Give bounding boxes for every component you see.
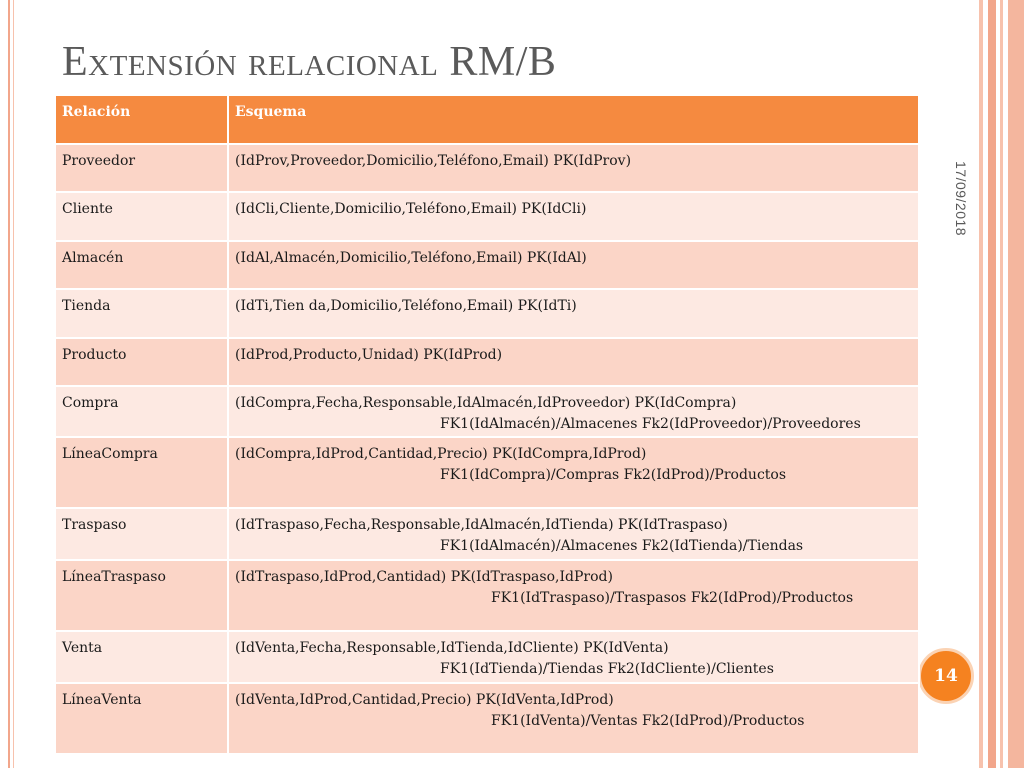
page-number: 14 [934, 666, 958, 686]
right-decor-band [1000, 0, 1003, 768]
relation-cell: LíneaVenta [56, 683, 228, 754]
relation-cell: Almacén [56, 241, 228, 289]
schema-cell [228, 192, 919, 241]
schema-text: (IdProd,Producto,Unidad) PK(IdProd) [235, 347, 503, 363]
right-decor-band [988, 0, 996, 768]
schema-text: (IdTraspaso,IdProd,Cantidad) PK(IdTraspaso,IdProd) [235, 569, 613, 585]
relation-cell: LíneaTraspaso [56, 560, 228, 631]
schema-text: (IdCompra,Fecha,Responsable,IdAlmacén,IdProveedor) PK(IdCompra) [235, 395, 737, 411]
foreign-keys-text: FK1(IdCompra)/Compras Fk2(IdProd)/Productos [440, 467, 787, 483]
schema-text: (IdVenta,IdProd,Cantidad,Precio) PK(IdVenta,IdProd) [235, 692, 614, 708]
table-row [56, 437, 919, 508]
table-row [56, 508, 919, 560]
table-row [56, 289, 919, 338]
slide-date: 17/09/2018 [953, 161, 969, 237]
relation-cell: Tienda [56, 289, 228, 338]
schema-text: (IdProv,Proveedor,Domicilio,Teléfono,Email) PK(IdProv) [235, 153, 632, 169]
schema-text: (IdTi,Tien da,Domicilio,Teléfono,Email) PK(IdTi) [235, 298, 577, 314]
schema-table [56, 96, 920, 755]
schema-cell [228, 338, 919, 386]
column-header-schema: Esquema [228, 96, 919, 144]
schema-cell [228, 289, 919, 338]
relation-cell: Compra [56, 386, 228, 437]
schema-cell [228, 386, 919, 437]
relation-cell: Venta [56, 631, 228, 683]
schema-cell [228, 508, 919, 560]
relation-cell: LíneaCompra [56, 437, 228, 508]
relation-cell: Traspaso [56, 508, 228, 560]
table-row [56, 683, 919, 754]
schema-cell [228, 560, 919, 631]
page-number-badge [918, 648, 974, 704]
table-row [56, 192, 919, 241]
relation-cell: Cliente [56, 192, 228, 241]
foreign-keys-text: FK1(IdAlmacén)/Almacenes Fk2(IdProveedor)/Proveedores [440, 416, 861, 432]
left-accent-line [8, 0, 10, 768]
schema-cell [228, 144, 919, 192]
table-row [56, 631, 919, 683]
schema-text: (IdCompra,IdProd,Cantidad,Precio) PK(IdCompra,IdProd) [235, 446, 647, 462]
table-row [56, 560, 919, 631]
schema-text: (IdAl,Almacén,Domicilio,Teléfono,Email) PK(IdAl) [235, 250, 587, 266]
schema-cell [228, 683, 919, 754]
table-header-row [56, 96, 919, 144]
foreign-keys-text: FK1(IdTienda)/Tiendas Fk2(IdCliente)/Clientes [440, 661, 774, 677]
relation-cell: Proveedor [56, 144, 228, 192]
schema-cell [228, 631, 919, 683]
foreign-keys-text: FK1(IdVenta)/Ventas Fk2(IdProd)/Productos [491, 713, 805, 729]
column-header-relation: Relación [56, 96, 228, 144]
table-row [56, 386, 919, 437]
left-accent-line-inner [13, 0, 14, 768]
schema-text: (IdCli,Cliente,Domicilio,Teléfono,Email) PK(IdCli) [235, 201, 587, 217]
table-row [56, 338, 919, 386]
table-row [56, 241, 919, 289]
schema-text: (IdTraspaso,Fecha,Responsable,IdAlmacén,IdTienda) PK(IdTraspaso) [235, 517, 728, 533]
relation-cell: Producto [56, 338, 228, 386]
slide-title: Extensión relacional RM/B [62, 39, 557, 85]
foreign-keys-text: FK1(IdAlmacén)/Almacenes Fk2(IdTienda)/Tiendas [440, 538, 804, 554]
right-decor-band [1008, 0, 1024, 768]
table-row [56, 144, 919, 192]
schema-cell [228, 437, 919, 508]
schema-cell [228, 241, 919, 289]
right-decor-band [979, 0, 983, 768]
foreign-keys-text: FK1(IdTraspaso)/Traspasos Fk2(IdProd)/Productos [491, 590, 854, 606]
schema-text: (IdVenta,Fecha,Responsable,IdTienda,IdCliente) PK(IdVenta) [235, 640, 669, 656]
